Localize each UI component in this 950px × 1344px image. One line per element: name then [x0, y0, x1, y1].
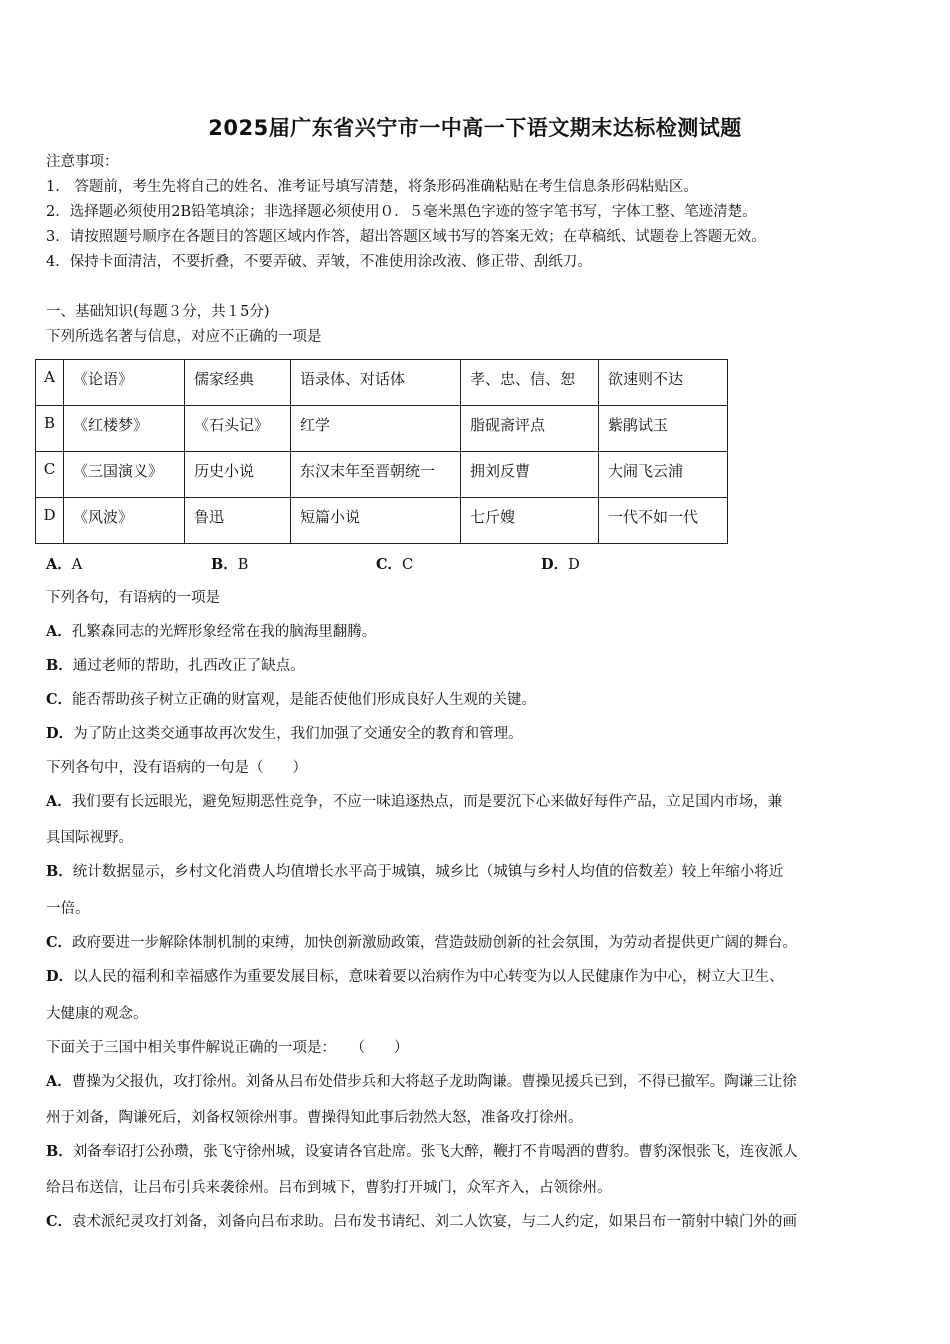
table-row: [36, 360, 728, 406]
table-cell: 儒家经典: [185, 360, 291, 406]
table-cell: 《石头记》: [185, 406, 291, 452]
table-cell: 大闹飞云浦: [599, 452, 728, 498]
table-cell: 语录体、对话体: [291, 360, 461, 406]
table-row: [36, 406, 728, 452]
notice-item: 2．选择题必须使用2B铅笔填涂；非选择题必须使用０．５毫米黑色字迹的签字笔书写，字体工整、笔迹清楚。: [46, 204, 757, 220]
question-stem: 下列所选名著与信息，对应不正确的一项是: [46, 329, 322, 345]
option-line[interactable]: D．以人民的福利和幸福感作为重要发展目标，意味着要以治病作为中心转变为以人民健康作为中心，树立大卫生、: [46, 968, 784, 985]
question-stem: 下面关于三国中相关事件解说正确的一项是： （ ）: [46, 1040, 409, 1056]
option-line[interactable]: B．通过老师的帮助，扎西改正了缺点。: [46, 657, 305, 674]
table-cell: 东汉末年至晋朝统一: [291, 452, 461, 498]
section-heading: 一、基础知识(每题３分，共１5分): [46, 304, 270, 320]
table-cell: 红学: [291, 406, 461, 452]
option-c[interactable]: C．C: [376, 556, 414, 573]
table-cell: 脂砚斋评点: [461, 406, 599, 452]
table-cell: A: [36, 360, 64, 406]
option-line[interactable]: B．统计数据显示，乡村文化消费人均值增长水平高于城镇，城乡比（城镇与乡村人均值的倍数差）较上年缩小将近: [46, 863, 784, 880]
question-stem: 下列各句中，没有语病的一句是（ ）: [46, 760, 307, 776]
table-cell: 历史小说: [185, 452, 291, 498]
table-cell: 《红楼梦》: [64, 406, 185, 452]
table-cell: 紫鹃试玉: [599, 406, 728, 452]
table-cell: 七斤嫂: [461, 498, 599, 544]
option-b[interactable]: B．B: [211, 556, 249, 573]
option-line-cont: 大健康的观念。: [46, 1006, 148, 1022]
option-line[interactable]: C．袁术派纪灵攻打刘备，刘备向吕布求助。吕布发书请纪、刘二人饮宴，与二人约定，如果吕布一箭射中辕门外的画: [46, 1213, 798, 1230]
option-line[interactable]: A．我们要有长远眼光，避免短期恶性竞争，不应一味追逐热点，而是要沉下心来做好每件产品，立足国内市场，兼: [46, 793, 783, 810]
table-cell: D: [36, 498, 64, 544]
notice-item: 1. 答题前，考生先将自己的姓名、准考证号填写清楚，将条形码准确粘贴在考生信息条形码粘贴区。: [46, 179, 698, 195]
option-line-cont: 具国际视野。: [46, 830, 133, 846]
works-info-table: [35, 359, 728, 544]
option-a[interactable]: A．A: [46, 556, 83, 573]
table-cell: 拥刘反曹: [461, 452, 599, 498]
option-line[interactable]: D．为了防止这类交通事故再次发生，我们加强了交通安全的教育和管理。: [46, 725, 523, 742]
table-cell: 《论语》: [64, 360, 185, 406]
option-line[interactable]: C．政府要进一步解除体制机制的束缚，加快创新激励政策，营造鼓励创新的社会氛围，为劳动者提供更广阔的舞台。: [46, 934, 798, 951]
option-line[interactable]: C．能否帮助孩子树立正确的财富观，是能否使他们形成良好人生观的关键。: [46, 691, 537, 708]
option-line-cont: 给吕布送信，让吕布引兵来袭徐州。吕布到城下，曹豹打开城门，众军齐入，占领徐州。: [46, 1180, 612, 1196]
notice-item: 4．保持卡面清洁，不要折叠，不要弄破、弄皱，不准使用涂改液、修正带、刮纸刀。: [46, 254, 592, 270]
option-line[interactable]: B．刘备奉诏打公孙瓒，张飞守徐州城，设宴请各官赴席。张飞大醉，鞭打不肯喝酒的曹豹。曹豹深恨张飞，连夜派人: [46, 1143, 798, 1160]
table-cell: 孝、忠、信、恕: [461, 360, 599, 406]
table-cell: 鲁迅: [185, 498, 291, 544]
table-cell: 欲速则不达: [599, 360, 728, 406]
table-cell: 《三国演义》: [64, 452, 185, 498]
table-row: [36, 452, 728, 498]
table-cell: 一代不如一代: [599, 498, 728, 544]
option-line-cont: 州于刘备，陶谦死后，刘备权领徐州事。曹操得知此事后勃然大怒，准备攻打徐州。: [46, 1110, 583, 1126]
notice-heading: 注意事项：: [46, 154, 119, 170]
page-title: 2025届广东省兴宁市一中高一下语文期末达标检测试题: [208, 116, 742, 140]
table-cell: 短篇小说: [291, 498, 461, 544]
option-line[interactable]: A．曹操为父报仇，攻打徐州。刘备从吕布处借步兵和大将赵子龙助陶谦。曹操见援兵已到，不得已撤军。陶谦三让徐: [46, 1073, 797, 1090]
table-cell: B: [36, 406, 64, 452]
table-row: [36, 498, 728, 544]
notice-item: 3．请按照题号顺序在各题目的答题区域内作答，超出答题区域书写的答案无效；在草稿纸、试题卷上答题无效。: [46, 229, 766, 245]
option-line-cont: 一倍。: [46, 901, 90, 917]
option-line[interactable]: A．孔繁森同志的光辉形象经常在我的脑海里翻腾。: [46, 623, 377, 640]
table-cell: 《风波》: [64, 498, 185, 544]
question-stem: 下列各句，有语病的一项是: [46, 590, 220, 606]
table-cell: C: [36, 452, 64, 498]
option-d[interactable]: D．D: [541, 556, 580, 573]
